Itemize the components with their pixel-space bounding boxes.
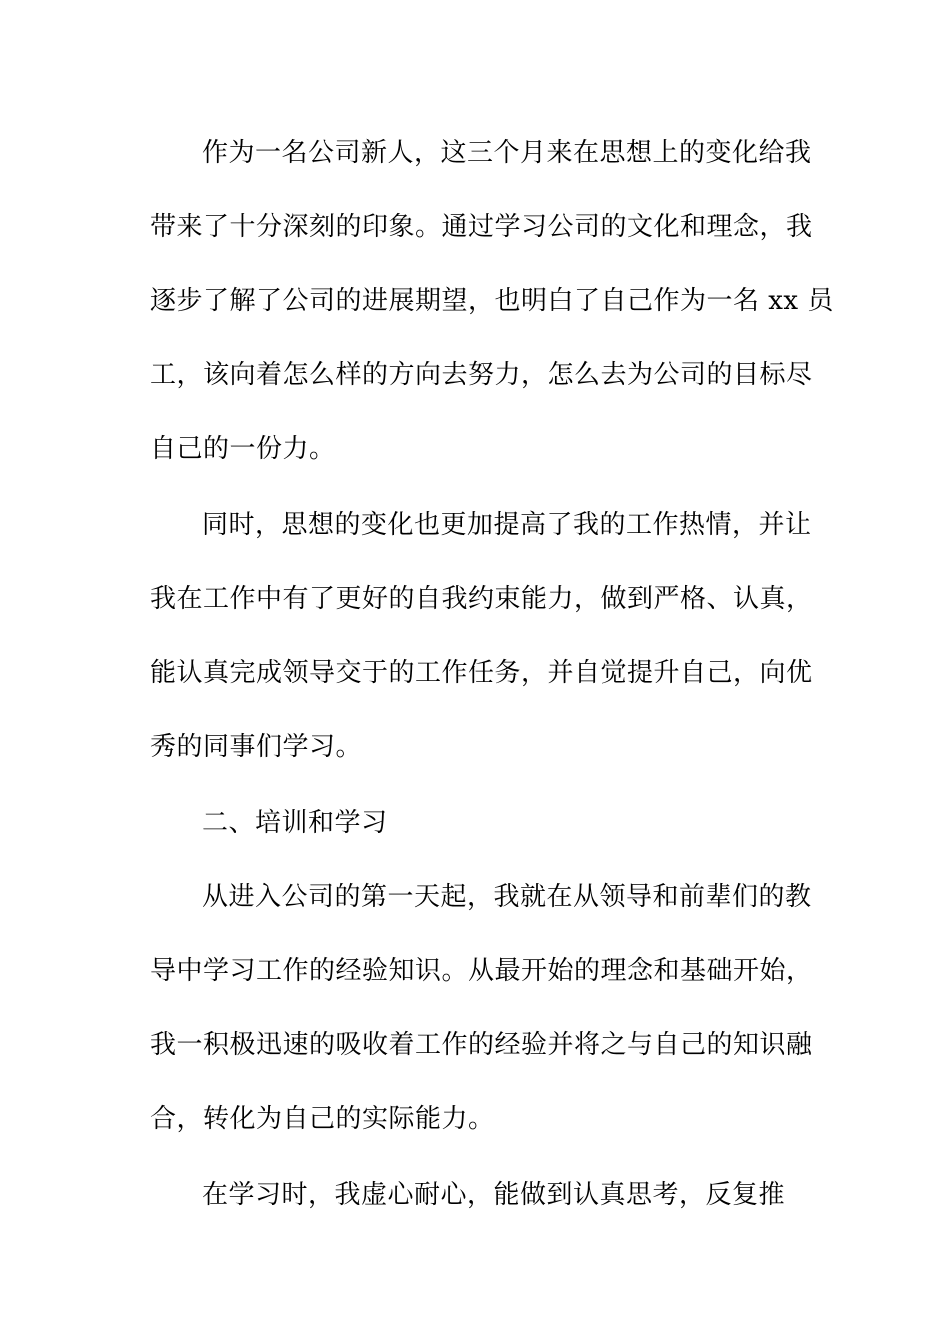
paragraph-1-line-5: 自己的一份力。 bbox=[150, 434, 336, 464]
paragraph-2-line-4: 秀的同事们学习。 bbox=[150, 732, 363, 762]
paragraph-3-line-2: 导中学习工作的经验知识。从最开始的理念和基础开始， bbox=[150, 956, 813, 986]
section-heading: 二、培训和学习 bbox=[202, 808, 388, 838]
paragraph-3-line-3: 我一积极迅速的吸收着工作的经验并将之与自己的知识融 bbox=[150, 1030, 813, 1060]
paragraph-1-line-4: 工，该向着怎么样的方向去努力，怎么去为公司的目标尽 bbox=[150, 360, 813, 390]
paragraph-3-line-4: 合，转化为自己的实际能力。 bbox=[150, 1104, 495, 1134]
paragraph-1-line-2: 带来了十分深刻的印象。通过学习公司的文化和理念，我 bbox=[150, 212, 813, 242]
paragraph-1-line-3: 逐步了解了公司的进展期望，也明白了自己作为一名 xx 员 bbox=[150, 286, 834, 316]
paragraph-2-line-2: 我在工作中有了更好的自我约束能力，做到严格、认真， bbox=[150, 584, 813, 614]
paragraph-1-line-1: 作为一名公司新人，这三个月来在思想上的变化给我 bbox=[202, 138, 812, 168]
paragraph-2-line-3: 能认真完成领导交于的工作任务，并自觉提升自己，向优 bbox=[150, 658, 813, 688]
paragraph-4-line-1: 在学习时，我虚心耐心，能做到认真思考，反复推 bbox=[202, 1180, 786, 1210]
paragraph-3-line-1: 从进入公司的第一天起，我就在从领导和前辈们的教 bbox=[202, 882, 812, 912]
paragraph-2-line-1: 同时，思想的变化也更加提高了我的工作热情，并让 bbox=[202, 510, 812, 540]
